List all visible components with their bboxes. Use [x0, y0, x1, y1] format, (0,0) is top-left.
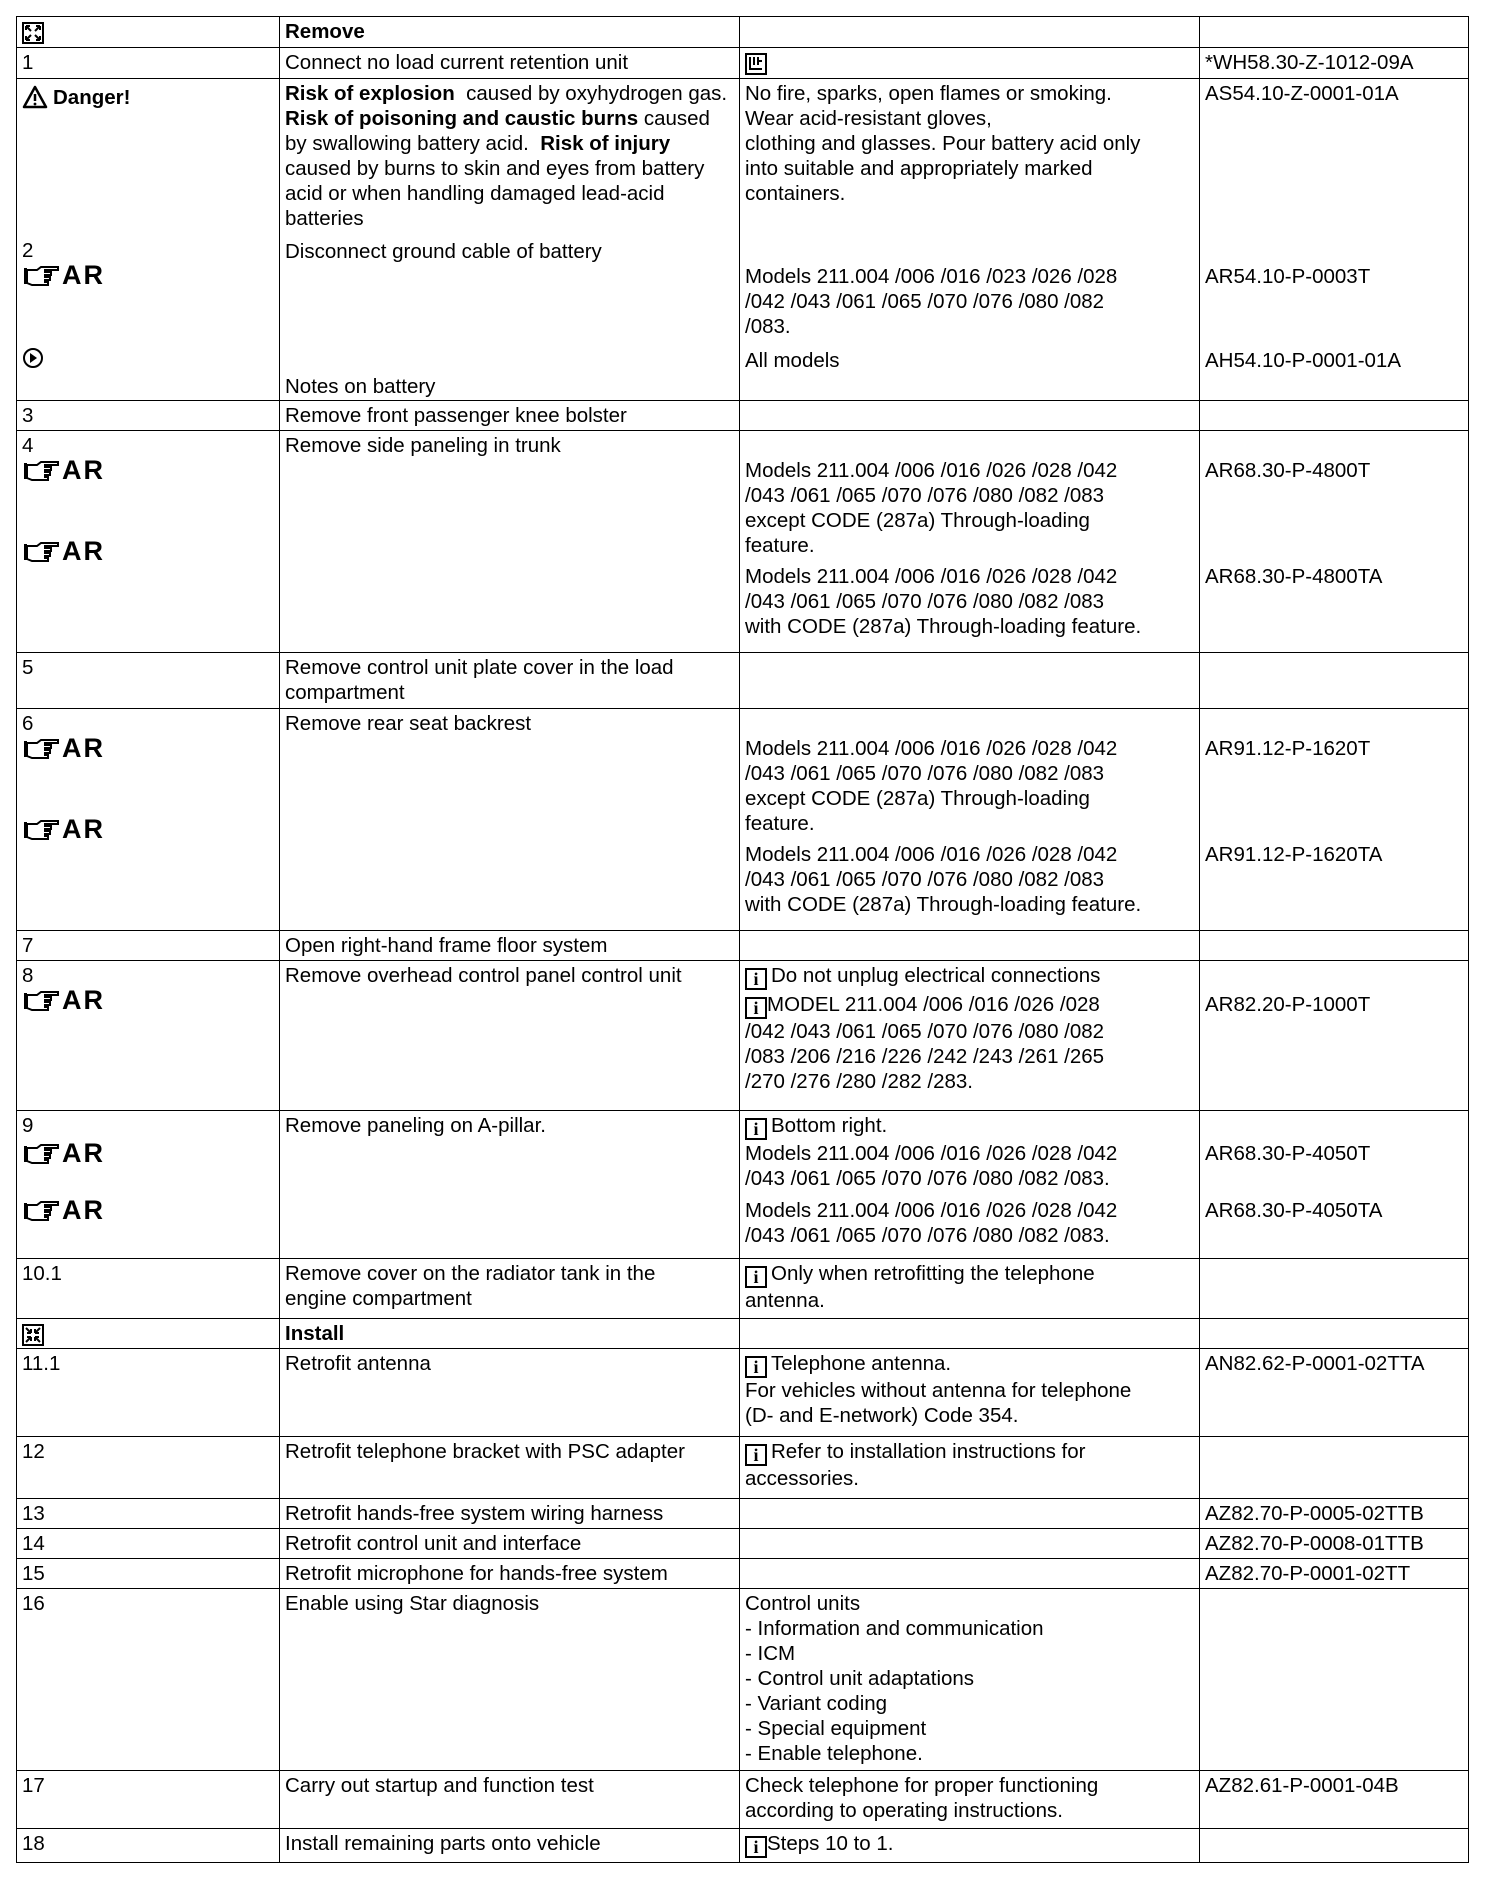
procedure-table	[16, 16, 1469, 1863]
pointing-hand-icon	[22, 1142, 60, 1166]
step-text: Retrofit microphone for hands-free system	[280, 1559, 740, 1589]
ar-marker: AR	[22, 1198, 274, 1223]
model-list: Models 211.004 /006 /016 /026 /028 /042 /043 /061 /065 /070 /076 /080 /082 /083 except CODE (287a) Through-loading feature.	[745, 459, 1118, 557]
table-row	[17, 79, 1469, 401]
info-note: i Bottom right.	[745, 1113, 1194, 1141]
info-note: i Only when retrofitting the telephone antenna.	[740, 1259, 1200, 1319]
reference-link[interactable]: *WH58.30-Z-1012-09A	[1200, 48, 1469, 79]
exploded-parts-icon	[22, 1324, 44, 1346]
table-row	[17, 961, 1469, 1111]
reference-link[interactable]: AR82.20-P-1000T	[1205, 993, 1371, 1016]
table-row	[17, 401, 1469, 431]
reference-link[interactable]: AR54.10-P-0003T	[1205, 265, 1371, 288]
step-text: Remove front passenger knee bolster	[280, 401, 740, 431]
model-list: Models 211.004 /006 /016 /026 /028 /042 /043 /061 /065 /070 /076 /080 /082 /083 with CODE (287a) Through-loading feature.	[745, 843, 1142, 916]
step-number: 10.1	[17, 1259, 280, 1319]
step-number: 13	[17, 1499, 280, 1529]
pointing-hand-icon	[22, 989, 60, 1013]
table-row	[17, 1111, 1469, 1259]
info-icon: i	[745, 968, 767, 990]
section-title: Remove	[280, 17, 740, 48]
table-row	[17, 1771, 1469, 1829]
ar-marker: AR	[22, 988, 274, 1013]
table-row	[17, 931, 1469, 961]
step-number: 7	[17, 931, 280, 961]
reference-link[interactable]: AZ82.70-P-0001-02TT	[1200, 1559, 1469, 1589]
step-text: Connect no load current retention unit	[280, 48, 740, 79]
step-text: Install remaining parts onto vehicle	[280, 1829, 740, 1863]
model-list: Models 211.004 /006 /016 /026 /028 /042 /043 /061 /065 /070 /076 /080 /082 /083 except CODE (287a) Through-loading feature.	[745, 737, 1118, 835]
reference-link[interactable]: AR68.30-P-4800T	[1205, 459, 1371, 482]
step-text: Enable using Star diagnosis	[280, 1589, 740, 1771]
model-list: i MODEL 211.004 /006 /016 /026 /028 /042 /043 /061 /065 /070 /076 /080 /082 /083 /206 /216 /226 /242 /243 /261 /265 /270 /276 /280 /282 /283.	[745, 993, 1105, 1093]
step-number: 15	[17, 1559, 280, 1589]
info-note: i Steps 10 to 1.	[740, 1829, 1200, 1863]
notes-text: Notes on battery	[285, 375, 436, 398]
step-number: 2	[22, 239, 34, 262]
step-number: 18	[17, 1829, 280, 1863]
step-number: 9	[22, 1114, 34, 1137]
step-number: 14	[17, 1529, 280, 1559]
reference-link[interactable]: AZ82.70-P-0008-01TTB	[1200, 1529, 1469, 1559]
notes-models: All models	[745, 349, 840, 372]
control-unit-list: Control units - Information and communication - ICM - Control unit adaptations - Variant coding - Special equipment - Enable telephone.	[740, 1589, 1200, 1771]
reference-link[interactable]: AS54.10-Z-0001-01A	[1205, 82, 1399, 105]
exploded-parts-icon	[22, 22, 44, 44]
reference-link[interactable]: AR68.30-P-4800TA	[1205, 565, 1383, 588]
ar-marker: AR	[22, 458, 274, 483]
ar-marker: AR	[22, 736, 274, 761]
pointing-hand-icon	[22, 1199, 60, 1223]
danger-note: No fire, sparks, open flames or smoking. Wear acid-resistant gloves, clothing and glasses. Pour battery acid only into suitable and appropriately marked containers.	[745, 82, 1141, 205]
notes-circle-icon	[22, 347, 44, 369]
step-number: 17	[17, 1771, 280, 1829]
reference-link[interactable]: AN82.62-P-0001-02TTA	[1200, 1349, 1469, 1437]
danger-text: Risk of explosion caused by oxyhydrogen gas. Risk of poisoning and caustic burns caused by swallowing battery acid. Risk of injury caused by burns to skin and eyes from battery acid or when handling damaged lead-acid batteries	[285, 82, 728, 230]
section-title: Install	[280, 1319, 740, 1349]
step-text: Retrofit hands-free system wiring harness	[280, 1499, 740, 1529]
info-note: i Do not unplug electrical connections	[745, 963, 1194, 992]
reference-link[interactable]: AH54.10-P-0001-01A	[1205, 349, 1402, 372]
danger-label: Danger!	[53, 85, 131, 109]
step-number: 12	[17, 1437, 280, 1499]
info-icon: i	[745, 1444, 767, 1466]
pointing-hand-icon	[22, 818, 60, 842]
step-number: 3	[17, 401, 280, 431]
step-number: 4	[22, 434, 34, 457]
step-number: 1	[17, 48, 280, 79]
reference-link[interactable]: AZ82.70-P-0005-02TTB	[1200, 1499, 1469, 1529]
charger-unit-icon	[745, 53, 767, 75]
info-note: i Refer to installation instructions for accessories.	[740, 1437, 1200, 1499]
model-list: Models 211.004 /006 /016 /026 /028 /042 /043 /061 /065 /070 /076 /080 /082 /083 with CODE (287a) Through-loading feature.	[745, 565, 1142, 638]
ar-marker: AR	[22, 539, 274, 564]
reference-link[interactable]: AR91.12-P-1620TA	[1205, 843, 1383, 866]
info-icon: i	[745, 1266, 767, 1288]
table-row	[17, 1259, 1469, 1319]
table-row	[17, 48, 1469, 79]
section-header-install	[17, 1319, 1469, 1349]
reference-link[interactable]: AZ82.61-P-0001-04B	[1200, 1771, 1469, 1829]
table-row	[17, 431, 1469, 653]
note-text: Check telephone for proper functioning according to operating instructions.	[740, 1771, 1200, 1829]
info-icon: i	[745, 1118, 767, 1140]
ar-marker: AR	[22, 817, 274, 842]
step-text: Disconnect ground cable of battery	[285, 240, 602, 263]
section-header-remove	[17, 17, 1469, 48]
step-text: Remove paneling on A-pillar.	[280, 1111, 740, 1259]
info-icon: i	[745, 1356, 767, 1378]
model-list: Models 211.004 /006 /016 /026 /028 /042 /043 /061 /065 /070 /076 /080 /082 /083.	[745, 1199, 1118, 1247]
pointing-hand-icon	[22, 737, 60, 761]
ar-marker: AR	[22, 1141, 274, 1166]
step-text: Carry out startup and function test	[280, 1771, 740, 1829]
ar-marker: AR	[22, 263, 274, 288]
reference-link[interactable]: AR91.12-P-1620T	[1205, 737, 1371, 760]
table-row	[17, 1437, 1469, 1499]
step-text: Open right-hand frame floor system	[280, 931, 740, 961]
table-row	[17, 1559, 1469, 1589]
step-number: 6	[22, 712, 34, 735]
table-row	[17, 1529, 1469, 1559]
pointing-hand-icon	[22, 459, 60, 483]
warning-triangle-icon	[22, 85, 48, 109]
step-number: 5	[17, 653, 280, 709]
table-row	[17, 709, 1469, 931]
model-list: Models 211.004 /006 /016 /023 /026 /028 /042 /043 /061 /065 /070 /076 /080 /082 /083.	[745, 265, 1118, 338]
pointing-hand-icon	[22, 540, 60, 564]
step-text: Remove side paneling in trunk	[280, 431, 740, 653]
table-row	[17, 1589, 1469, 1771]
step-text: Retrofit control unit and interface	[280, 1529, 740, 1559]
step-text: Remove control unit plate cover in the load compartment	[280, 653, 740, 709]
info-icon: i	[745, 1836, 767, 1858]
pointing-hand-icon	[22, 264, 60, 288]
table-row	[17, 1349, 1469, 1437]
step-text: Retrofit antenna	[280, 1349, 740, 1437]
reference-link[interactable]: AR68.30-P-4050TA	[1205, 1199, 1383, 1222]
reference-link[interactable]: AR68.30-P-4050T	[1205, 1142, 1371, 1165]
table-row	[17, 653, 1469, 709]
step-text: Remove rear seat backrest	[280, 709, 740, 931]
step-text: Remove cover on the radiator tank in the engine compartment	[280, 1259, 740, 1319]
model-list: Models 211.004 /006 /016 /026 /028 /042 /043 /061 /065 /070 /076 /080 /082 /083.	[745, 1142, 1118, 1190]
step-number: 8	[22, 964, 34, 987]
info-icon: i	[745, 997, 767, 1019]
info-note: i Telephone antenna. For vehicles without antenna for telephone (D- and E-network) Code 354.	[740, 1349, 1200, 1437]
table-row	[17, 1499, 1469, 1529]
procedure-document	[16, 16, 1468, 1863]
step-text: Remove overhead control panel control unit	[280, 961, 740, 1111]
step-number: 16	[17, 1589, 280, 1771]
step-number: 11.1	[17, 1349, 280, 1437]
step-text: Retrofit telephone bracket with PSC adapter	[280, 1437, 740, 1499]
table-row	[17, 1829, 1469, 1863]
